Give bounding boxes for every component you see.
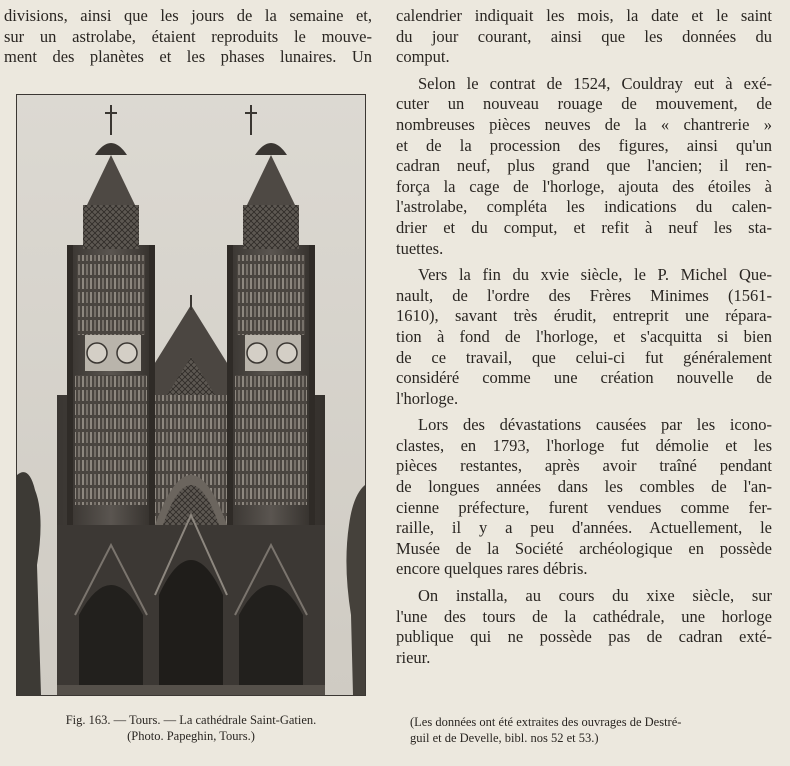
text-line: nombreuses pièces neuves de la « chantrerie » xyxy=(396,114,772,134)
figure-caption xyxy=(16,712,366,744)
text-line: cuter un nouveau rouage de mouvement, de xyxy=(396,94,772,114)
text-line: tuettes. xyxy=(396,238,444,258)
note-line: guil et de Develle, bibl. nos 52 et 53.) xyxy=(410,731,599,745)
paragraph xyxy=(396,586,772,668)
caption-title: Fig. 163. — Tours. — La cathédrale Saint-Gatien. xyxy=(65,713,317,727)
cathedral-photo xyxy=(16,94,366,696)
text-line: et de la procession des figures, ainsi qu'un xyxy=(396,135,772,155)
text-line: rieur. xyxy=(396,647,431,667)
cathedral-illustration xyxy=(17,95,365,695)
text-line: tion à fond de l'horloge, et s'acquitta si bien xyxy=(396,326,772,346)
portals xyxy=(57,515,325,695)
text-line: força la cage de l'horloge, ajouta des étoiles à xyxy=(396,176,772,196)
text-line: nault, de l'ordre des Frères Minimes (1561- xyxy=(396,285,772,305)
text-line: encore quelques rares débris. xyxy=(396,559,588,579)
text-line: de ce travail, que celui-ci fut généralement xyxy=(396,347,772,367)
tree-left xyxy=(17,472,41,695)
paragraph xyxy=(396,265,772,409)
text-line: Lors des dévastations causées par les icono- xyxy=(418,415,772,435)
right-column-text xyxy=(396,6,772,674)
text-line: l'horloge. xyxy=(396,388,459,408)
paragraph xyxy=(396,74,772,259)
text-line: On installa, au cours du xixe siècle, sur xyxy=(418,586,772,606)
text-line: de longues années dans les combles de l'an- xyxy=(396,477,772,497)
paragraph xyxy=(396,415,772,580)
text-line: calendrier indiquait les mois, la date et le saint xyxy=(396,6,772,25)
text-line: cienne préfecture, furent vendues comme fer- xyxy=(396,497,772,517)
source-note xyxy=(410,714,776,746)
text-line: 1610), savant très érudit, entreprit une répara- xyxy=(396,306,772,326)
text-line: pièces restantes, après avoir traîné pendant xyxy=(396,456,772,476)
text-line: considéré comme une création nouvelle de xyxy=(396,368,772,388)
text-line: Musée de la Société archéologique en possède xyxy=(396,538,772,558)
caption-credit: (Photo. Papeghin, Tours.) xyxy=(127,729,255,743)
text-line: Vers la fin du xvie siècle, le P. Michel Que- xyxy=(418,265,772,285)
text-line: cadran neuf, plus grand que l'ancien; il ren- xyxy=(396,156,772,176)
text-line: sur un astrolabe, étaient reproduits le mouve- xyxy=(4,26,372,46)
text-line: divisions, ainsi que les jours de la semaine et, xyxy=(4,6,372,25)
text-line: ment des planètes et les phases lunaires. Un xyxy=(4,47,372,66)
text-line: publique qui ne possède pas de cadran exté- xyxy=(396,627,772,647)
note-line: (Les données ont été extraites des ouvrages de Destré- xyxy=(410,715,682,729)
text-line: Selon le contrat de 1524, Couldray eut à exé- xyxy=(418,73,772,93)
paragraph xyxy=(396,6,772,68)
text-line: du jour courant, ainsi que les données du xyxy=(396,26,772,46)
text-line: comput. xyxy=(396,47,450,67)
text-line: l'une des tours de la cathédrale, une horloge xyxy=(396,606,772,626)
text-line: clastes, en 1793, l'horloge fut démolie et les xyxy=(396,435,772,455)
text-line: drier et du comput, et refit à neuf les sta- xyxy=(396,217,772,237)
text-line: raille, il y a peu d'années. Actuellement, le xyxy=(396,518,772,538)
text-line: l'astrolabe, compléta les indications du calen- xyxy=(396,197,772,217)
left-column-text xyxy=(4,6,372,68)
